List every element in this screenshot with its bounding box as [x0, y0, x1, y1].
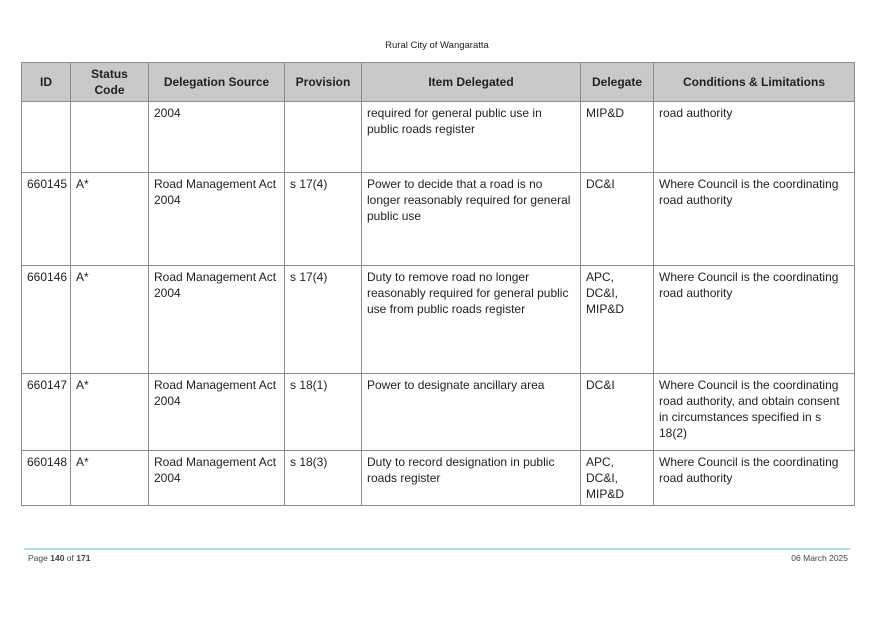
page-number	[28, 553, 90, 563]
page-prefix: Page	[28, 553, 48, 563]
cell-conditions: Where Council is the coordinating road authority	[654, 451, 855, 506]
cell-item-delegated: Duty to remove road no longer reasonably required for general public use from public roads register	[362, 266, 581, 374]
page-total: 171	[76, 553, 91, 563]
cell-delegate: MIP&D	[581, 102, 654, 173]
cell-conditions: Where Council is the coordinating road authority, and obtain consent in circumstances specified in s 18(2)	[654, 374, 855, 451]
cell-status-code: A*	[71, 173, 149, 266]
cell-delegation-source: Road Management Act 2004	[149, 173, 285, 266]
table-row	[22, 374, 855, 451]
cell-id: 660145	[22, 173, 71, 266]
cell-status-code: A*	[71, 451, 149, 506]
column-header-status-code: Status Code	[71, 63, 149, 102]
cell-delegation-source: 2004	[149, 102, 285, 173]
table-header-row	[22, 63, 855, 102]
cell-item-delegated: Power to designate ancillary area	[362, 374, 581, 451]
cell-conditions: Where Council is the coordinating road authority	[654, 266, 855, 374]
cell-item-delegated: Power to decide that a road is no longer reasonably required for general public use	[362, 173, 581, 266]
cell-provision	[285, 102, 362, 173]
cell-status-code: A*	[71, 266, 149, 374]
column-header-delegation-source: Delegation Source	[149, 63, 285, 102]
table-row	[22, 266, 855, 374]
cell-conditions: Where Council is the coordinating road authority	[654, 173, 855, 266]
column-header-item-delegated: Item Delegated	[362, 63, 581, 102]
cell-provision: s 18(1)	[285, 374, 362, 451]
cell-id: 660146	[22, 266, 71, 374]
cell-status-code	[71, 102, 149, 173]
footer-divider	[24, 548, 850, 550]
cell-delegation-source: Road Management Act 2004	[149, 451, 285, 506]
cell-status-code: A*	[71, 374, 149, 451]
cell-delegate: DC&I	[581, 173, 654, 266]
cell-item-delegated: Duty to record designation in public roads register	[362, 451, 581, 506]
cell-delegation-source: Road Management Act 2004	[149, 374, 285, 451]
cell-id: 660148	[22, 451, 71, 506]
cell-delegate: DC&I	[581, 374, 654, 451]
footer-date: 06 March 2025	[791, 553, 848, 563]
table-row	[22, 102, 855, 173]
cell-conditions: road authority	[654, 102, 855, 173]
delegation-table	[21, 62, 855, 506]
cell-item-delegated: required for general public use in public roads register	[362, 102, 581, 173]
column-header-delegate: Delegate	[581, 63, 654, 102]
table-row	[22, 173, 855, 266]
page-of: of	[66, 553, 74, 563]
cell-delegate: APC, DC&I, MIP&D	[581, 266, 654, 374]
cell-provision: s 18(3)	[285, 451, 362, 506]
column-header-conditions-limitations: Conditions & Limitations	[654, 63, 855, 102]
cell-id: 660147	[22, 374, 71, 451]
cell-provision: s 17(4)	[285, 173, 362, 266]
cell-delegation-source: Road Management Act 2004	[149, 266, 285, 374]
page-current: 140	[50, 553, 65, 563]
cell-delegate: APC, DC&I, MIP&D	[581, 451, 654, 506]
column-header-id: ID	[22, 63, 71, 102]
table-row	[22, 451, 855, 506]
column-header-provision: Provision	[285, 63, 362, 102]
cell-id	[22, 102, 71, 173]
document-header-title: Rural City of Wangaratta	[385, 40, 489, 51]
cell-provision: s 17(4)	[285, 266, 362, 374]
